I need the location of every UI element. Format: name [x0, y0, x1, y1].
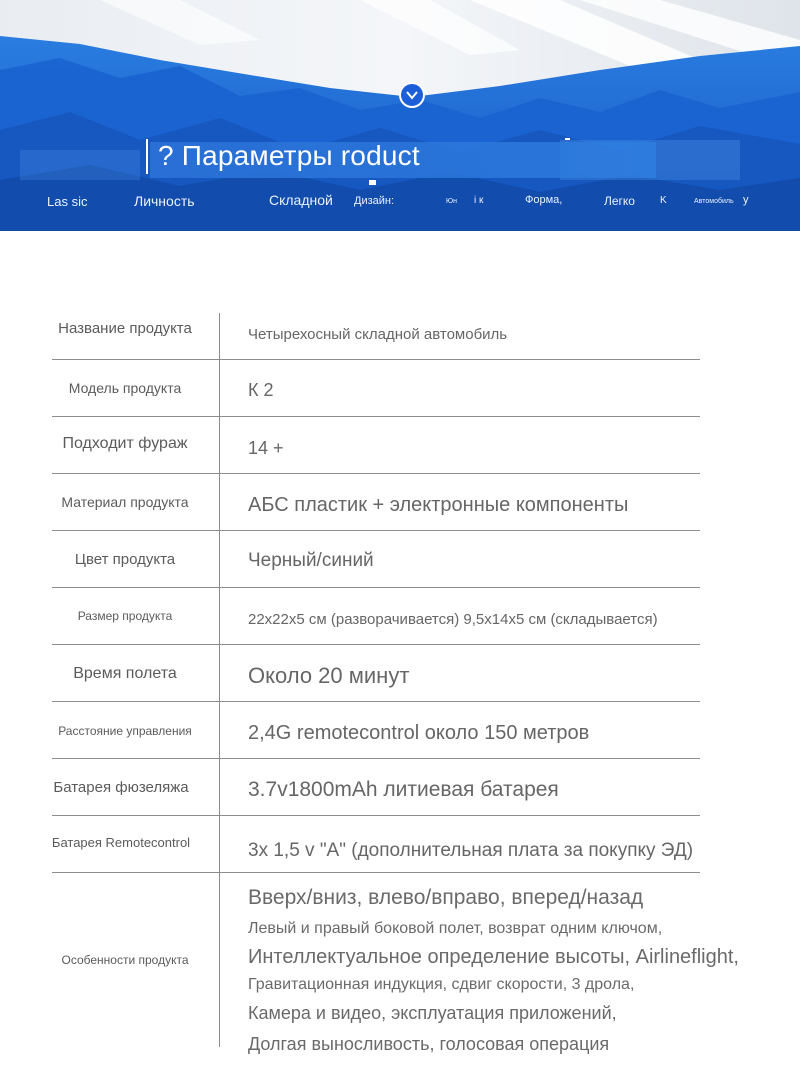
- param-label-control-range: Расстояние управления: [58, 724, 192, 738]
- banner-word: Автомобиль: [694, 198, 734, 205]
- row-separator: [52, 473, 700, 474]
- feature-line: Интеллектуальное определение высоты, Airlineflight,: [248, 946, 739, 968]
- param-value-name: Четырехосный складной автомобиль: [248, 326, 508, 343]
- param-label-name: Название продукта: [58, 320, 192, 337]
- feature-line: Камера и видео, эксплуатация приложений,: [248, 1003, 617, 1023]
- banner-word: Форма,: [525, 194, 563, 206]
- param-value-color: Черный/синий: [248, 550, 374, 571]
- feature-line: Долгая выносливость, голосовая операция: [248, 1034, 610, 1054]
- feature-line: Вверх/вниз, влево/вправо, вперед/назад: [248, 886, 644, 909]
- row-separator: [52, 587, 700, 588]
- param-value-control-range: 2,4G remotecontrol около 150 метров: [248, 722, 590, 744]
- param-label-age: Подходит фураж: [62, 435, 188, 452]
- row-separator: [52, 416, 700, 417]
- param-value-flight-time: Около 20 минут: [248, 663, 410, 688]
- row-separator: [52, 872, 700, 873]
- param-label-flight-time: Время полета: [73, 665, 177, 682]
- param-label-material: Материал продукта: [61, 494, 189, 510]
- banner-word: Складной: [269, 192, 333, 208]
- banner-word: Легко: [604, 194, 635, 208]
- param-value-age: 14 +: [248, 438, 284, 458]
- row-separator: [52, 359, 700, 360]
- banner-word: у: [743, 194, 749, 206]
- param-label-color: Цвет продукта: [74, 551, 176, 568]
- param-label-remote-battery: Батарея Remotecontrol: [51, 835, 191, 850]
- banner-word: Юн: [446, 198, 457, 205]
- row-separator: [52, 758, 700, 759]
- param-label-size: Размер продукта: [77, 609, 173, 623]
- param-value-material: АБС пластик + электронные компоненты: [248, 494, 629, 516]
- param-value-model: К 2: [248, 380, 274, 400]
- row-separator: [52, 701, 700, 702]
- row-separator: [52, 815, 700, 816]
- banner-word: Дизайн:: [354, 195, 395, 207]
- param-label-battery: Батарея фюзеляжа: [53, 779, 189, 796]
- banner-word: і к: [474, 195, 484, 206]
- feature-line: Левый и правый боковой полет, возврат одним ключом,: [248, 920, 663, 937]
- table-divider-vertical: [219, 313, 220, 1047]
- feature-line: Гравитационная индукция, сдвиг скорости, 3 дрола,: [248, 976, 635, 993]
- param-value-remote-battery: 3x 1,5 v "A" (дополнительная плата за покупку ЭД): [248, 840, 694, 861]
- banner-word: Las sic: [47, 194, 88, 209]
- banner-word: Личность: [134, 193, 195, 209]
- row-separator: [52, 530, 700, 531]
- row-separator: [52, 644, 700, 645]
- param-label-model: Модель продукта: [68, 380, 182, 396]
- param-label-features: Особенности продукта: [61, 953, 189, 967]
- page-title: ? Параметры roduct: [158, 140, 420, 171]
- param-value-battery: 3.7v1800mAh литиевая батарея: [248, 778, 559, 801]
- banner-word: K: [660, 195, 667, 206]
- param-value-size: 22x22x5 см (разворачивается) 9,5x14x5 см (складывается): [248, 611, 658, 628]
